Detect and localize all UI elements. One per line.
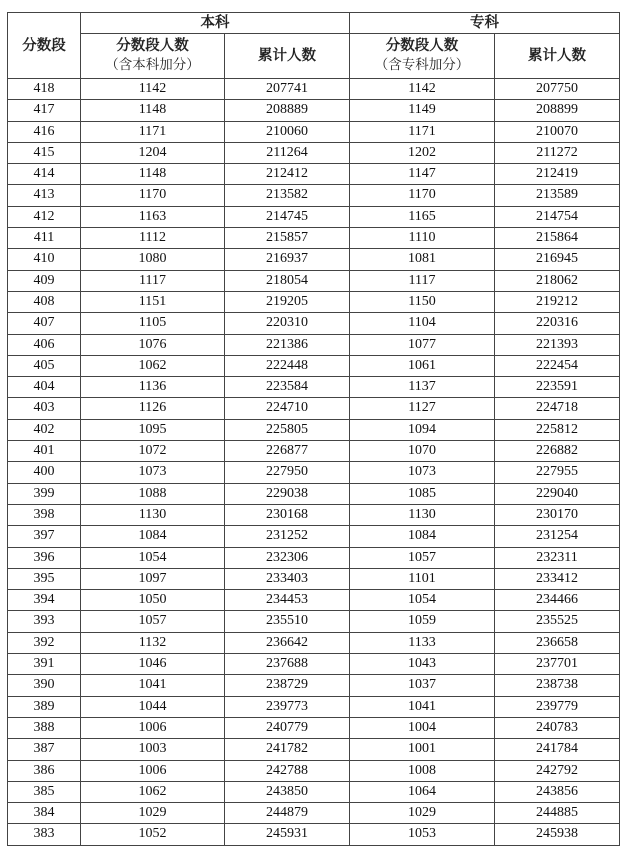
header-junior-count-line2: （含专科加分） xyxy=(374,57,470,73)
cell-junior-count: 1110 xyxy=(350,228,495,249)
cell-undergrad-cumulative: 208889 xyxy=(225,100,350,121)
cell-undergrad-count: 1073 xyxy=(81,462,225,483)
cell-junior-cumulative: 230170 xyxy=(495,504,620,525)
cell-score: 415 xyxy=(8,142,81,163)
cell-junior-cumulative: 207750 xyxy=(495,79,620,100)
cell-junior-cumulative: 232311 xyxy=(495,547,620,568)
header-undergrad-count-line2: （含本科加分） xyxy=(105,57,200,73)
cell-junior-cumulative: 216945 xyxy=(495,249,620,270)
cell-junior-count: 1061 xyxy=(350,355,495,376)
cell-score: 398 xyxy=(8,504,81,525)
cell-score: 417 xyxy=(8,100,81,121)
cell-undergrad-cumulative: 212412 xyxy=(225,164,350,185)
table-row xyxy=(8,377,620,398)
cell-junior-count: 1117 xyxy=(350,270,495,291)
table-row xyxy=(8,79,620,100)
cell-junior-cumulative: 229040 xyxy=(495,483,620,504)
cell-undergrad-cumulative: 240779 xyxy=(225,717,350,738)
table-row xyxy=(8,142,620,163)
cell-junior-cumulative: 239779 xyxy=(495,696,620,717)
cell-score: 393 xyxy=(8,611,81,632)
cell-junior-count: 1142 xyxy=(350,79,495,100)
cell-junior-count: 1037 xyxy=(350,675,495,696)
cell-undergrad-cumulative: 233403 xyxy=(225,568,350,589)
cell-junior-cumulative: 220316 xyxy=(495,313,620,334)
table-row xyxy=(8,611,620,632)
cell-undergrad-cumulative: 243850 xyxy=(225,781,350,802)
cell-score: 388 xyxy=(8,717,81,738)
cell-undergrad-cumulative: 214745 xyxy=(225,206,350,227)
cell-undergrad-cumulative: 234453 xyxy=(225,590,350,611)
cell-junior-count: 1029 xyxy=(350,803,495,824)
cell-junior-cumulative: 210070 xyxy=(495,121,620,142)
cell-junior-cumulative: 215864 xyxy=(495,228,620,249)
cell-undergrad-cumulative: 213582 xyxy=(225,185,350,206)
cell-undergrad-count: 1095 xyxy=(81,419,225,440)
cell-junior-count: 1202 xyxy=(350,142,495,163)
table-row xyxy=(8,398,620,419)
cell-undergrad-count: 1148 xyxy=(81,100,225,121)
table-body xyxy=(8,79,620,846)
cell-undergrad-cumulative: 230168 xyxy=(225,504,350,525)
cell-junior-count: 1008 xyxy=(350,760,495,781)
cell-undergrad-cumulative: 226877 xyxy=(225,441,350,462)
cell-junior-cumulative: 226882 xyxy=(495,441,620,462)
cell-score: 404 xyxy=(8,377,81,398)
header-sub-row xyxy=(8,34,620,79)
table-row xyxy=(8,803,620,824)
table-row xyxy=(8,717,620,738)
cell-junior-count: 1085 xyxy=(350,483,495,504)
cell-undergrad-count: 1097 xyxy=(81,568,225,589)
cell-junior-cumulative: 237701 xyxy=(495,654,620,675)
cell-undergrad-count: 1072 xyxy=(81,441,225,462)
cell-undergrad-count: 1148 xyxy=(81,164,225,185)
cell-junior-cumulative: 212419 xyxy=(495,164,620,185)
cell-undergrad-count: 1062 xyxy=(81,355,225,376)
cell-junior-cumulative: 234466 xyxy=(495,590,620,611)
cell-undergrad-cumulative: 242788 xyxy=(225,760,350,781)
cell-undergrad-cumulative: 219205 xyxy=(225,291,350,312)
cell-undergrad-count: 1076 xyxy=(81,334,225,355)
cell-undergrad-count: 1029 xyxy=(81,803,225,824)
cell-junior-cumulative: 219212 xyxy=(495,291,620,312)
cell-undergrad-count: 1057 xyxy=(81,611,225,632)
cell-undergrad-count: 1126 xyxy=(81,398,225,419)
header-junior-count-line1: 分数段人数 xyxy=(385,38,459,54)
cell-undergrad-count: 1006 xyxy=(81,717,225,738)
cell-junior-count: 1101 xyxy=(350,568,495,589)
cell-undergrad-cumulative: 235510 xyxy=(225,611,350,632)
cell-score: 407 xyxy=(8,313,81,334)
cell-score: 385 xyxy=(8,781,81,802)
cell-score: 414 xyxy=(8,164,81,185)
table-row xyxy=(8,526,620,547)
cell-undergrad-count: 1130 xyxy=(81,504,225,525)
table-row xyxy=(8,760,620,781)
table-row xyxy=(8,334,620,355)
cell-undergrad-cumulative: 238729 xyxy=(225,675,350,696)
cell-undergrad-cumulative: 236642 xyxy=(225,632,350,653)
cell-score: 399 xyxy=(8,483,81,504)
table-row xyxy=(8,590,620,611)
table-row xyxy=(8,781,620,802)
cell-junior-count: 1064 xyxy=(350,781,495,802)
cell-score: 408 xyxy=(8,291,81,312)
cell-junior-count: 1150 xyxy=(350,291,495,312)
cell-undergrad-count: 1041 xyxy=(81,675,225,696)
cell-score: 397 xyxy=(8,526,81,547)
cell-junior-cumulative: 213589 xyxy=(495,185,620,206)
table-row xyxy=(8,654,620,675)
cell-junior-cumulative: 218062 xyxy=(495,270,620,291)
table-row xyxy=(8,270,620,291)
table-row xyxy=(8,632,620,653)
cell-undergrad-cumulative: 216937 xyxy=(225,249,350,270)
score-distribution-table xyxy=(7,12,620,846)
cell-undergrad-count: 1044 xyxy=(81,696,225,717)
cell-score: 391 xyxy=(8,654,81,675)
cell-junior-count: 1149 xyxy=(350,100,495,121)
cell-junior-cumulative: 227955 xyxy=(495,462,620,483)
cell-undergrad-count: 1050 xyxy=(81,590,225,611)
cell-undergrad-cumulative: 237688 xyxy=(225,654,350,675)
table-row xyxy=(8,824,620,845)
cell-undergrad-cumulative: 244879 xyxy=(225,803,350,824)
cell-junior-count: 1073 xyxy=(350,462,495,483)
cell-score: 392 xyxy=(8,632,81,653)
cell-score: 402 xyxy=(8,419,81,440)
cell-undergrad-count: 1003 xyxy=(81,739,225,760)
cell-undergrad-count: 1088 xyxy=(81,483,225,504)
cell-undergrad-cumulative: 241782 xyxy=(225,739,350,760)
table-row xyxy=(8,206,620,227)
cell-junior-count: 1004 xyxy=(350,717,495,738)
cell-junior-cumulative: 236658 xyxy=(495,632,620,653)
cell-junior-cumulative: 231254 xyxy=(495,526,620,547)
table-row xyxy=(8,441,620,462)
cell-junior-cumulative: 240783 xyxy=(495,717,620,738)
cell-undergrad-cumulative: 232306 xyxy=(225,547,350,568)
cell-junior-count: 1041 xyxy=(350,696,495,717)
cell-undergrad-cumulative: 222448 xyxy=(225,355,350,376)
cell-undergrad-count: 1132 xyxy=(81,632,225,653)
cell-junior-cumulative: 221393 xyxy=(495,334,620,355)
cell-undergrad-cumulative: 227950 xyxy=(225,462,350,483)
cell-junior-cumulative: 208899 xyxy=(495,100,620,121)
cell-undergrad-cumulative: 218054 xyxy=(225,270,350,291)
cell-score: 387 xyxy=(8,739,81,760)
cell-junior-cumulative: 245938 xyxy=(495,824,620,845)
table-row xyxy=(8,100,620,121)
cell-undergrad-count: 1112 xyxy=(81,228,225,249)
cell-score: 418 xyxy=(8,79,81,100)
cell-junior-count: 1001 xyxy=(350,739,495,760)
table-row xyxy=(8,568,620,589)
cell-junior-count: 1130 xyxy=(350,504,495,525)
cell-junior-count: 1054 xyxy=(350,590,495,611)
table-row xyxy=(8,313,620,334)
cell-undergrad-count: 1151 xyxy=(81,291,225,312)
header-undergrad-cumulative: 累计人数 xyxy=(225,34,350,79)
header-group-row xyxy=(8,13,620,34)
cell-undergrad-cumulative: 215857 xyxy=(225,228,350,249)
cell-undergrad-cumulative: 221386 xyxy=(225,334,350,355)
header-undergrad: 本科 xyxy=(81,13,350,34)
table-row xyxy=(8,121,620,142)
cell-undergrad-cumulative: 224710 xyxy=(225,398,350,419)
cell-score: 406 xyxy=(8,334,81,355)
cell-junior-count: 1057 xyxy=(350,547,495,568)
cell-score: 405 xyxy=(8,355,81,376)
cell-score: 395 xyxy=(8,568,81,589)
table-row xyxy=(8,462,620,483)
cell-junior-cumulative: 211272 xyxy=(495,142,620,163)
cell-score: 416 xyxy=(8,121,81,142)
cell-undergrad-cumulative: 211264 xyxy=(225,142,350,163)
cell-junior-cumulative: 225812 xyxy=(495,419,620,440)
cell-score: 413 xyxy=(8,185,81,206)
cell-undergrad-cumulative: 223584 xyxy=(225,377,350,398)
cell-score: 412 xyxy=(8,206,81,227)
cell-undergrad-count: 1163 xyxy=(81,206,225,227)
cell-undergrad-count: 1062 xyxy=(81,781,225,802)
cell-junior-count: 1133 xyxy=(350,632,495,653)
table-row xyxy=(8,504,620,525)
cell-undergrad-count: 1046 xyxy=(81,654,225,675)
cell-junior-count: 1059 xyxy=(350,611,495,632)
cell-undergrad-cumulative: 225805 xyxy=(225,419,350,440)
table-row xyxy=(8,249,620,270)
cell-junior-count: 1137 xyxy=(350,377,495,398)
header-junior-cumulative: 累计人数 xyxy=(495,34,620,79)
cell-junior-count: 1070 xyxy=(350,441,495,462)
cell-score: 409 xyxy=(8,270,81,291)
cell-score: 386 xyxy=(8,760,81,781)
cell-undergrad-cumulative: 229038 xyxy=(225,483,350,504)
cell-junior-count: 1081 xyxy=(350,249,495,270)
cell-score: 383 xyxy=(8,824,81,845)
cell-junior-count: 1084 xyxy=(350,526,495,547)
cell-undergrad-count: 1006 xyxy=(81,760,225,781)
cell-undergrad-count: 1136 xyxy=(81,377,225,398)
table-row xyxy=(8,483,620,504)
cell-junior-cumulative: 235525 xyxy=(495,611,620,632)
cell-undergrad-cumulative: 231252 xyxy=(225,526,350,547)
cell-score: 389 xyxy=(8,696,81,717)
header-undergrad-count xyxy=(81,34,225,79)
cell-junior-count: 1165 xyxy=(350,206,495,227)
cell-undergrad-count: 1080 xyxy=(81,249,225,270)
cell-undergrad-count: 1054 xyxy=(81,547,225,568)
cell-undergrad-count: 1171 xyxy=(81,121,225,142)
cell-score: 403 xyxy=(8,398,81,419)
table-row xyxy=(8,228,620,249)
table-row xyxy=(8,355,620,376)
header-score-band: 分数段 xyxy=(8,13,81,79)
cell-undergrad-count: 1142 xyxy=(81,79,225,100)
table-row xyxy=(8,185,620,206)
header-junior: 专科 xyxy=(350,13,620,34)
table-row xyxy=(8,547,620,568)
cell-junior-cumulative: 223591 xyxy=(495,377,620,398)
cell-junior-count: 1053 xyxy=(350,824,495,845)
cell-junior-count: 1171 xyxy=(350,121,495,142)
cell-junior-cumulative: 224718 xyxy=(495,398,620,419)
cell-junior-cumulative: 241784 xyxy=(495,739,620,760)
cell-junior-cumulative: 242792 xyxy=(495,760,620,781)
cell-junior-count: 1147 xyxy=(350,164,495,185)
cell-junior-count: 1104 xyxy=(350,313,495,334)
cell-undergrad-count: 1052 xyxy=(81,824,225,845)
table-row xyxy=(8,419,620,440)
cell-undergrad-count: 1117 xyxy=(81,270,225,291)
table-row xyxy=(8,291,620,312)
cell-junior-count: 1127 xyxy=(350,398,495,419)
cell-junior-cumulative: 214754 xyxy=(495,206,620,227)
cell-score: 384 xyxy=(8,803,81,824)
header-undergrad-count-line1: 分数段人数 xyxy=(116,38,189,54)
cell-score: 410 xyxy=(8,249,81,270)
cell-score: 411 xyxy=(8,228,81,249)
cell-undergrad-count: 1204 xyxy=(81,142,225,163)
cell-score: 401 xyxy=(8,441,81,462)
header-junior-count xyxy=(350,34,495,79)
table-row xyxy=(8,696,620,717)
cell-junior-cumulative: 238738 xyxy=(495,675,620,696)
table-row xyxy=(8,739,620,760)
cell-score: 390 xyxy=(8,675,81,696)
cell-undergrad-cumulative: 210060 xyxy=(225,121,350,142)
cell-undergrad-count: 1084 xyxy=(81,526,225,547)
cell-undergrad-cumulative: 207741 xyxy=(225,79,350,100)
cell-junior-count: 1170 xyxy=(350,185,495,206)
cell-junior-count: 1043 xyxy=(350,654,495,675)
cell-junior-count: 1094 xyxy=(350,419,495,440)
cell-undergrad-count: 1105 xyxy=(81,313,225,334)
cell-junior-count: 1077 xyxy=(350,334,495,355)
cell-undergrad-cumulative: 220310 xyxy=(225,313,350,334)
cell-score: 400 xyxy=(8,462,81,483)
table-row xyxy=(8,164,620,185)
cell-junior-cumulative: 244885 xyxy=(495,803,620,824)
cell-score: 396 xyxy=(8,547,81,568)
cell-junior-cumulative: 243856 xyxy=(495,781,620,802)
cell-score: 394 xyxy=(8,590,81,611)
cell-undergrad-count: 1170 xyxy=(81,185,225,206)
cell-undergrad-cumulative: 239773 xyxy=(225,696,350,717)
score-distribution-table-wrapper xyxy=(7,12,620,846)
cell-junior-cumulative: 233412 xyxy=(495,568,620,589)
cell-undergrad-cumulative: 245931 xyxy=(225,824,350,845)
table-row xyxy=(8,675,620,696)
cell-junior-cumulative: 222454 xyxy=(495,355,620,376)
